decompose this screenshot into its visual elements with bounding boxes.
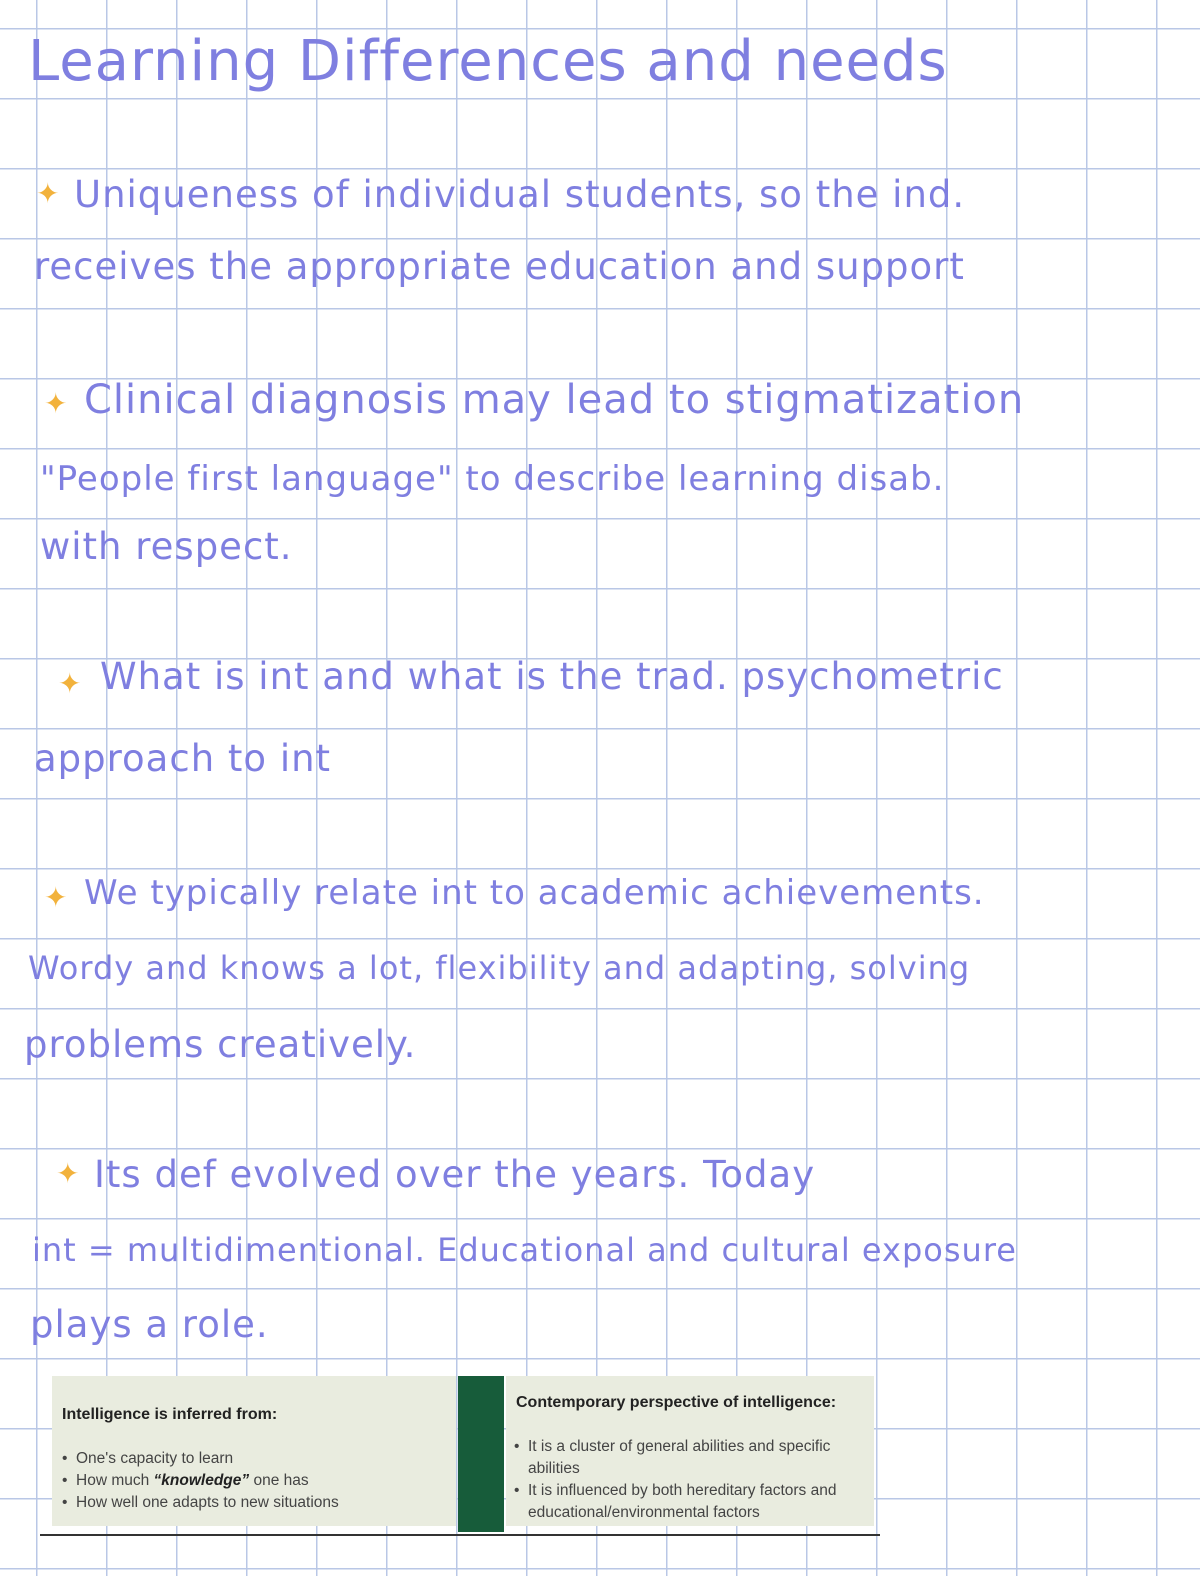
note-line: What is int and what is the trad. psychometric [100, 655, 1004, 698]
perspective-list [514, 1436, 864, 1524]
star-bullet-icon: ✦ [36, 177, 60, 210]
intelligence-inferred-panel [52, 1376, 456, 1526]
list-item: • How much “knowledge” one has [62, 1470, 339, 1492]
note-line: "People first language" to describe learning disab. [40, 459, 945, 499]
note-line: receives the appropriate education and support [34, 245, 965, 288]
pasted-slide-figure [40, 1368, 880, 1538]
note-line: Wordy and knows a lot, flexibility and adapting, solving [28, 949, 971, 987]
panel-heading: Intelligence is inferred from: [62, 1406, 278, 1423]
list-item: • One's capacity to learn [62, 1448, 339, 1470]
list-item: • It is a cluster of general abilities and specific abilities [514, 1436, 864, 1480]
panel-heading: Contemporary perspective of intelligence: [516, 1394, 837, 1411]
note-line: Clinical diagnosis may lead to stigmatization [84, 377, 1025, 423]
star-bullet-icon: ✦ [44, 881, 68, 914]
star-bullet-icon: ✦ [58, 667, 82, 700]
list-item: • How well one adapts to new situations [62, 1492, 339, 1514]
page-title: Learning Differences and needs [28, 29, 948, 94]
list-item: • It is influenced by both hereditary factors and educational/environmental factors [514, 1480, 864, 1524]
star-bullet-icon: ✦ [56, 1157, 80, 1190]
figure-baseline-rule [40, 1534, 880, 1536]
note-line: Uniqueness of individual students, so the ind. [74, 173, 966, 216]
note-line: problems creatively. [24, 1023, 417, 1066]
note-line: with respect. [40, 525, 293, 568]
note-line: approach to int [34, 737, 332, 780]
note-line: int = multidimentional. Educational and cultural exposure [32, 1231, 1017, 1269]
note-line: plays a role. [30, 1303, 269, 1346]
star-bullet-icon: ✦ [44, 387, 68, 420]
green-divider-bar [458, 1376, 504, 1532]
note-line: Its def evolved over the years. Today [94, 1153, 816, 1196]
inferred-from-list [62, 1448, 339, 1514]
contemporary-perspective-panel [506, 1376, 874, 1526]
note-line: We typically relate int to academic achievements. [84, 873, 985, 913]
